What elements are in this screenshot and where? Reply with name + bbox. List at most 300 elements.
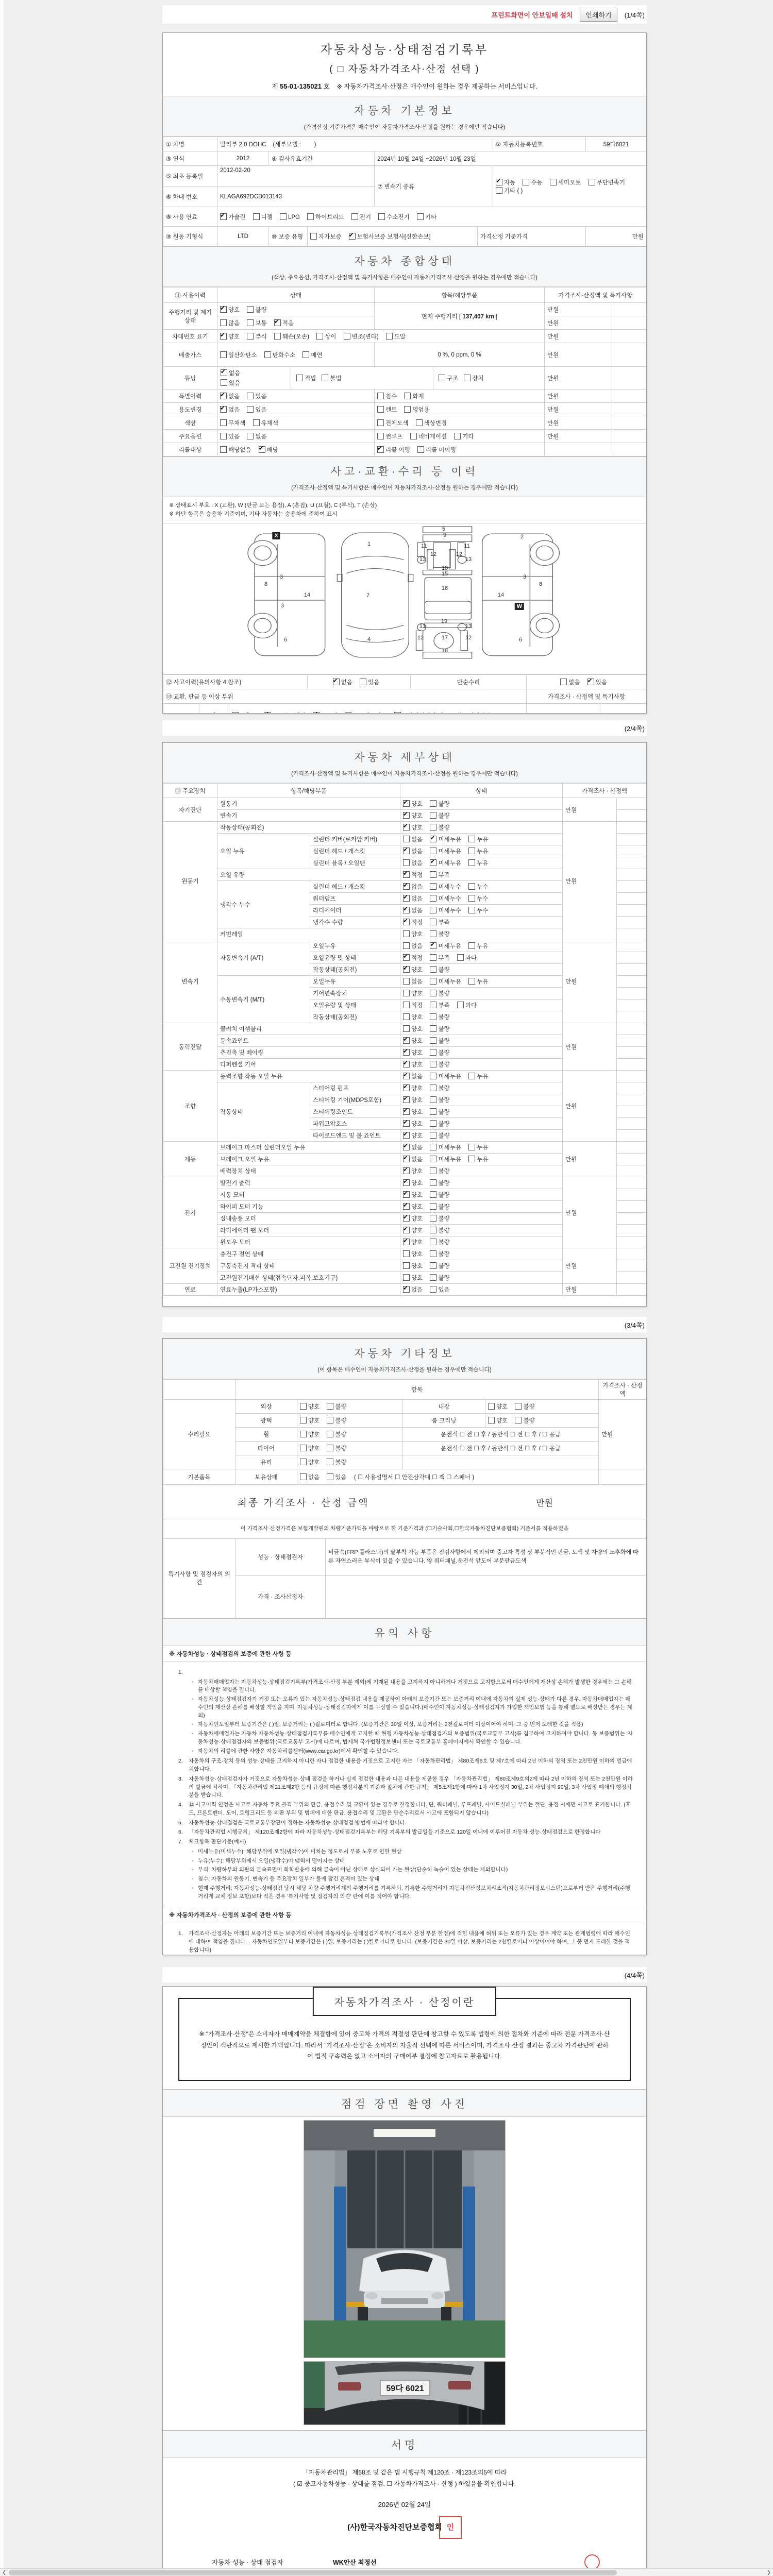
checkbox[interactable] <box>417 213 424 220</box>
checkbox[interactable] <box>351 213 358 220</box>
checkbox[interactable] <box>430 1061 436 1067</box>
checkbox-option[interactable] <box>403 1167 423 1175</box>
checkbox[interactable] <box>468 942 475 949</box>
checkbox[interactable] <box>430 848 436 854</box>
checkbox-option[interactable] <box>403 800 423 808</box>
checkbox[interactable] <box>430 1132 436 1139</box>
checkbox-option[interactable] <box>468 859 488 867</box>
checkbox[interactable] <box>403 859 410 866</box>
checkbox[interactable] <box>430 1167 436 1174</box>
checkbox[interactable] <box>430 1144 436 1150</box>
checkbox-option[interactable] <box>327 1473 346 1481</box>
checkbox-option[interactable] <box>403 811 423 820</box>
checkbox-option[interactable] <box>430 1001 449 1009</box>
checkbox[interactable] <box>430 1262 436 1269</box>
checkbox[interactable] <box>468 895 475 902</box>
checkbox-option[interactable] <box>327 1458 346 1466</box>
checkbox-option[interactable] <box>300 1458 320 1466</box>
checkbox[interactable] <box>403 1120 410 1127</box>
checkbox-option[interactable] <box>417 213 436 221</box>
checkbox[interactable] <box>221 369 227 376</box>
checkbox-option[interactable] <box>220 419 245 427</box>
checkbox[interactable] <box>394 712 401 714</box>
checkbox-option[interactable] <box>327 1416 346 1425</box>
checkbox-option[interactable] <box>430 918 449 926</box>
checkbox[interactable] <box>322 375 328 381</box>
checkbox[interactable] <box>247 393 254 399</box>
checkbox-option[interactable] <box>378 213 409 221</box>
checkbox-option[interactable] <box>488 1416 508 1425</box>
checkbox-option[interactable] <box>403 871 423 879</box>
checkbox[interactable] <box>403 1073 410 1079</box>
checkbox-option[interactable] <box>360 678 379 686</box>
checkbox[interactable] <box>468 859 475 866</box>
checkbox-option[interactable] <box>264 351 295 359</box>
checkbox[interactable] <box>220 419 227 426</box>
checkbox[interactable] <box>220 351 227 358</box>
checkbox-option[interactable] <box>560 678 580 686</box>
checkbox-option[interactable] <box>430 1155 461 1163</box>
checkbox[interactable] <box>587 679 594 685</box>
checkbox-option[interactable] <box>377 419 408 427</box>
checkbox[interactable] <box>403 895 410 902</box>
checkbox-option[interactable] <box>327 1444 346 1452</box>
checkbox[interactable] <box>430 1049 436 1056</box>
checkbox-option[interactable] <box>468 1155 488 1163</box>
checkbox[interactable] <box>430 1096 436 1103</box>
checkbox[interactable] <box>327 1445 333 1451</box>
checkbox-option[interactable] <box>221 369 282 377</box>
checkbox-option[interactable] <box>300 1416 320 1425</box>
checkbox-option[interactable] <box>300 1444 320 1452</box>
checkbox[interactable] <box>464 375 470 381</box>
checkbox-option[interactable] <box>316 332 336 341</box>
checkbox-option[interactable] <box>430 1202 449 1211</box>
checkbox[interactable] <box>430 895 436 902</box>
checkbox-option[interactable] <box>496 187 523 195</box>
checkbox[interactable] <box>430 1013 436 1020</box>
checkbox-option[interactable] <box>310 232 341 241</box>
checkbox-option[interactable] <box>468 883 488 891</box>
checkbox[interactable] <box>247 406 254 413</box>
checkbox-option[interactable] <box>220 405 240 414</box>
checkbox-option[interactable] <box>220 432 240 440</box>
checkbox[interactable] <box>468 883 475 890</box>
checkbox[interactable] <box>523 179 529 185</box>
checkbox-option[interactable] <box>296 374 316 382</box>
checkbox-option[interactable] <box>403 1179 423 1187</box>
checkbox[interactable] <box>307 213 314 220</box>
checkbox[interactable] <box>403 1025 410 1032</box>
checkbox-option[interactable] <box>403 1060 423 1069</box>
checkbox-option[interactable] <box>439 374 458 382</box>
checkbox[interactable] <box>310 233 317 240</box>
checkbox[interactable] <box>430 1227 436 1233</box>
checkbox[interactable] <box>417 446 424 453</box>
checkbox-option[interactable] <box>220 319 240 327</box>
checkbox-option[interactable] <box>403 823 423 832</box>
checkbox[interactable] <box>303 351 309 358</box>
checkbox[interactable] <box>403 1037 410 1044</box>
checkbox[interactable] <box>403 966 410 973</box>
checkbox[interactable] <box>430 1179 436 1186</box>
checkbox-option[interactable] <box>377 392 397 400</box>
checkbox-option[interactable] <box>430 1096 449 1104</box>
checkbox-option[interactable] <box>253 419 278 427</box>
checkbox[interactable] <box>403 1286 410 1293</box>
checkbox-option[interactable] <box>430 1262 449 1270</box>
checkbox-option[interactable] <box>403 883 423 891</box>
checkbox-option[interactable] <box>468 942 488 950</box>
checkbox-option[interactable] <box>403 942 423 950</box>
checkbox-option[interactable] <box>468 1072 488 1080</box>
checkbox[interactable] <box>439 375 445 381</box>
checkbox[interactable] <box>403 1108 410 1115</box>
checkbox-option[interactable] <box>403 1191 423 1199</box>
checkbox-option[interactable] <box>430 847 461 855</box>
checkbox-option[interactable] <box>322 374 341 382</box>
checkbox-option[interactable] <box>589 178 626 187</box>
checkbox[interactable] <box>430 1286 436 1293</box>
checkbox[interactable] <box>560 679 567 685</box>
checkbox[interactable] <box>515 1417 522 1423</box>
checkbox[interactable] <box>403 942 410 949</box>
checkbox-option[interactable] <box>410 432 447 440</box>
checkbox[interactable] <box>430 1156 436 1162</box>
checkbox-option[interactable] <box>259 446 278 454</box>
checkbox[interactable] <box>430 824 436 831</box>
checkbox-option[interactable] <box>403 1108 423 1116</box>
checkbox-option[interactable] <box>221 379 282 387</box>
checkbox-option[interactable] <box>430 942 461 950</box>
checkbox[interactable] <box>589 179 595 185</box>
checkbox[interactable] <box>377 419 384 426</box>
checkbox-option[interactable] <box>403 1131 423 1140</box>
checkbox-option[interactable] <box>403 1285 423 1294</box>
checkbox-option[interactable] <box>550 178 581 187</box>
checkbox-option[interactable] <box>333 678 352 686</box>
checkbox-option[interactable] <box>232 711 257 714</box>
checkbox[interactable] <box>430 859 436 866</box>
checkbox[interactable] <box>403 871 410 878</box>
checkbox[interactable] <box>430 883 436 890</box>
checkbox-option[interactable] <box>430 1072 461 1080</box>
checkbox[interactable] <box>253 419 260 426</box>
checkbox[interactable] <box>430 978 436 985</box>
checkbox-option[interactable] <box>403 1072 423 1080</box>
checkbox[interactable] <box>403 1274 410 1281</box>
checkbox[interactable] <box>430 1025 436 1032</box>
checkbox[interactable] <box>403 954 410 961</box>
checkbox[interactable] <box>232 712 239 714</box>
checkbox[interactable] <box>300 1473 307 1480</box>
checkbox[interactable] <box>247 306 254 313</box>
checkbox[interactable] <box>430 1203 436 1210</box>
checkbox-option[interactable] <box>403 1155 423 1163</box>
checkbox-option[interactable] <box>468 1143 488 1151</box>
checkbox-option[interactable] <box>457 954 477 962</box>
checkbox-option[interactable] <box>430 1048 449 1057</box>
checkbox[interactable] <box>327 1431 333 1437</box>
checkbox[interactable] <box>430 812 436 819</box>
checkbox[interactable] <box>468 978 475 985</box>
checkbox[interactable] <box>515 1403 522 1410</box>
checkbox-option[interactable] <box>403 930 423 938</box>
checkbox-option[interactable] <box>344 332 379 341</box>
checkbox[interactable] <box>403 1144 410 1150</box>
checkbox-option[interactable] <box>394 711 493 714</box>
checkbox[interactable] <box>430 1215 436 1222</box>
checkbox[interactable] <box>327 1473 333 1480</box>
checkbox-option[interactable] <box>345 711 386 714</box>
checkbox-option[interactable] <box>403 954 423 962</box>
checkbox[interactable] <box>403 1061 410 1067</box>
checkbox[interactable] <box>300 1459 307 1465</box>
horizontal-scrollbar[interactable] <box>0 2568 773 2576</box>
checkbox[interactable] <box>403 800 410 807</box>
checkbox-option[interactable] <box>403 1262 423 1270</box>
checkbox[interactable] <box>378 213 385 220</box>
checkbox[interactable] <box>430 990 436 996</box>
checkbox[interactable] <box>430 1250 436 1257</box>
checkbox[interactable] <box>316 333 323 340</box>
checkbox[interactable] <box>344 333 350 340</box>
checkbox[interactable] <box>430 954 436 961</box>
checkbox[interactable] <box>300 1431 307 1437</box>
checkbox-option[interactable] <box>464 374 483 382</box>
scroll-left-arrow[interactable]: ❮ <box>0 2569 8 2576</box>
checkbox-option[interactable] <box>430 1060 449 1069</box>
checkbox-option[interactable] <box>430 1238 449 1246</box>
checkbox-option[interactable] <box>403 1013 423 1021</box>
checkbox[interactable] <box>403 836 410 842</box>
checkbox-option[interactable] <box>430 1084 449 1092</box>
checkbox[interactable] <box>403 1262 410 1269</box>
checkbox-option[interactable] <box>247 319 266 327</box>
checkbox-option[interactable] <box>377 446 410 454</box>
checkbox-option[interactable] <box>403 906 423 914</box>
checkbox-option[interactable] <box>264 711 306 714</box>
checkbox-option[interactable] <box>454 432 474 440</box>
checkbox[interactable] <box>403 1096 410 1103</box>
checkbox-option[interactable] <box>430 1108 449 1116</box>
checkbox[interactable] <box>457 954 464 961</box>
checkbox[interactable] <box>220 433 227 439</box>
checkbox[interactable] <box>220 393 227 399</box>
checkbox-option[interactable] <box>468 835 488 843</box>
checkbox-option[interactable] <box>300 1430 320 1438</box>
checkbox[interactable] <box>430 942 436 949</box>
checkbox-option[interactable] <box>430 894 461 903</box>
checkbox-option[interactable] <box>496 178 515 187</box>
checkbox-option[interactable] <box>430 1120 449 1128</box>
checkbox[interactable] <box>300 1445 307 1451</box>
checkbox-option[interactable] <box>403 894 423 903</box>
checkbox[interactable] <box>430 1120 436 1127</box>
checkbox-option[interactable] <box>403 977 423 986</box>
checkbox[interactable] <box>403 883 410 890</box>
checkbox-option[interactable] <box>403 1096 423 1104</box>
checkbox[interactable] <box>430 1108 436 1115</box>
checkbox-option[interactable] <box>327 1430 346 1438</box>
checkbox[interactable] <box>403 1167 410 1174</box>
checkbox-option[interactable] <box>430 1250 449 1258</box>
checkbox[interactable] <box>468 836 475 842</box>
checkbox[interactable] <box>247 433 254 439</box>
checkbox[interactable] <box>327 1403 333 1410</box>
checkbox[interactable] <box>345 712 351 714</box>
checkbox-option[interactable] <box>403 1214 423 1223</box>
checkbox-option[interactable] <box>403 1084 423 1092</box>
checkbox[interactable] <box>430 800 436 807</box>
checkbox[interactable] <box>259 446 265 453</box>
checkbox[interactable] <box>220 333 227 340</box>
checkbox[interactable] <box>280 213 287 220</box>
checkbox-option[interactable] <box>430 800 449 808</box>
checkbox-option[interactable] <box>403 1120 423 1128</box>
checkbox-option[interactable] <box>274 319 294 327</box>
checkbox[interactable] <box>220 306 227 313</box>
checkbox-option[interactable] <box>403 1202 423 1211</box>
checkbox[interactable] <box>403 1203 410 1210</box>
checkbox-option[interactable] <box>430 1226 449 1234</box>
checkbox-option[interactable] <box>403 965 423 974</box>
checkbox-option[interactable] <box>247 432 266 440</box>
checkbox[interactable] <box>220 406 227 413</box>
checkbox-option[interactable] <box>430 1025 449 1033</box>
checkbox-option[interactable] <box>430 1131 449 1140</box>
checkbox[interactable] <box>274 333 281 340</box>
checkbox-option[interactable] <box>386 332 406 341</box>
checkbox-option[interactable] <box>253 213 273 221</box>
checkbox[interactable] <box>349 233 356 240</box>
checkbox[interactable] <box>264 712 271 714</box>
checkbox-option[interactable] <box>430 811 449 820</box>
checkbox-option[interactable] <box>403 1226 423 1234</box>
checkbox-option[interactable] <box>220 332 240 341</box>
checkbox-option[interactable] <box>430 823 449 832</box>
checkbox[interactable] <box>247 333 254 340</box>
checkbox[interactable] <box>430 1002 436 1008</box>
checkbox[interactable] <box>274 319 281 326</box>
checkbox[interactable] <box>404 393 411 399</box>
checkbox-option[interactable] <box>416 419 447 427</box>
checkbox[interactable] <box>430 966 436 973</box>
checkbox-option[interactable] <box>247 392 266 400</box>
checkbox[interactable] <box>430 907 436 913</box>
checkbox[interactable] <box>327 1459 333 1465</box>
checkbox[interactable] <box>403 990 410 996</box>
checkbox[interactable] <box>488 1417 495 1423</box>
checkbox[interactable] <box>403 1002 410 1008</box>
checkbox[interactable] <box>430 1274 436 1281</box>
checkbox[interactable] <box>386 333 393 340</box>
checkbox-option[interactable] <box>403 1025 423 1033</box>
checkbox[interactable] <box>220 319 227 326</box>
checkbox-option[interactable] <box>468 977 488 986</box>
checkbox-option[interactable] <box>523 178 542 187</box>
checkbox[interactable] <box>403 1049 410 1056</box>
checkbox[interactable] <box>468 1073 475 1079</box>
checkbox-option[interactable] <box>430 1037 449 1045</box>
checkbox-option[interactable] <box>349 232 431 241</box>
checkbox-option[interactable] <box>430 883 461 891</box>
checkbox[interactable] <box>468 907 475 913</box>
checkbox[interactable] <box>430 1037 436 1044</box>
checkbox[interactable] <box>488 1403 495 1410</box>
checkbox-option[interactable] <box>430 906 461 914</box>
checkbox[interactable] <box>300 1403 307 1410</box>
checkbox-option[interactable] <box>430 1143 461 1151</box>
checkbox[interactable] <box>403 824 410 831</box>
checkbox-option[interactable] <box>403 859 423 867</box>
checkbox[interactable] <box>430 836 436 842</box>
checkbox-option[interactable] <box>515 1416 534 1425</box>
checkbox[interactable] <box>377 393 384 399</box>
checkbox[interactable] <box>468 1156 475 1162</box>
checkbox[interactable] <box>454 433 461 439</box>
checkbox[interactable] <box>403 848 410 854</box>
checkbox-option[interactable] <box>457 1001 477 1009</box>
checkbox-option[interactable] <box>430 989 449 997</box>
checkbox-option[interactable] <box>220 392 240 400</box>
checkbox[interactable] <box>403 1156 410 1162</box>
checkbox[interactable] <box>377 433 384 439</box>
checkbox[interactable] <box>220 446 227 453</box>
checkbox-option[interactable] <box>300 1473 320 1481</box>
checkbox-option[interactable] <box>220 351 257 359</box>
checkbox-option[interactable] <box>430 859 461 867</box>
checkbox[interactable] <box>403 1191 410 1198</box>
print-button[interactable]: 인쇄하기 <box>580 8 617 22</box>
checkbox-option[interactable] <box>303 351 322 359</box>
checkbox[interactable] <box>457 1002 464 1008</box>
checkbox-option[interactable] <box>403 1250 423 1258</box>
checkbox[interactable] <box>410 433 417 439</box>
scroll-right-arrow[interactable]: ❯ <box>765 2569 773 2576</box>
checkbox-option[interactable] <box>403 1048 423 1057</box>
checkbox[interactable] <box>403 1132 410 1139</box>
checkbox-option[interactable] <box>220 446 251 454</box>
checkbox[interactable] <box>430 1073 436 1079</box>
checkbox[interactable] <box>333 679 340 685</box>
checkbox-option[interactable] <box>430 1013 449 1021</box>
checkbox-option[interactable] <box>220 306 240 314</box>
checkbox[interactable] <box>403 1239 410 1245</box>
checkbox-option[interactable] <box>247 405 266 414</box>
checkbox[interactable] <box>550 179 557 185</box>
checkbox-option[interactable] <box>430 1274 449 1282</box>
checkbox[interactable] <box>377 446 384 453</box>
checkbox-option[interactable] <box>430 1179 449 1187</box>
checkbox-option[interactable] <box>247 332 266 341</box>
checkbox[interactable] <box>264 351 271 358</box>
checkbox-option[interactable] <box>300 1402 320 1411</box>
checkbox-option[interactable] <box>403 1238 423 1246</box>
checkbox[interactable] <box>496 187 502 194</box>
checkbox[interactable] <box>296 375 303 381</box>
checkbox-option[interactable] <box>403 1143 423 1151</box>
checkbox[interactable] <box>403 1084 410 1091</box>
checkbox[interactable] <box>416 419 423 426</box>
checkbox-option[interactable] <box>403 847 423 855</box>
checkbox-option[interactable] <box>488 1402 508 1411</box>
checkbox[interactable] <box>403 812 410 819</box>
checkbox-option[interactable] <box>468 847 488 855</box>
checkbox-option[interactable] <box>377 405 397 414</box>
checkbox[interactable] <box>430 919 436 925</box>
checkbox-option[interactable] <box>430 1167 449 1175</box>
